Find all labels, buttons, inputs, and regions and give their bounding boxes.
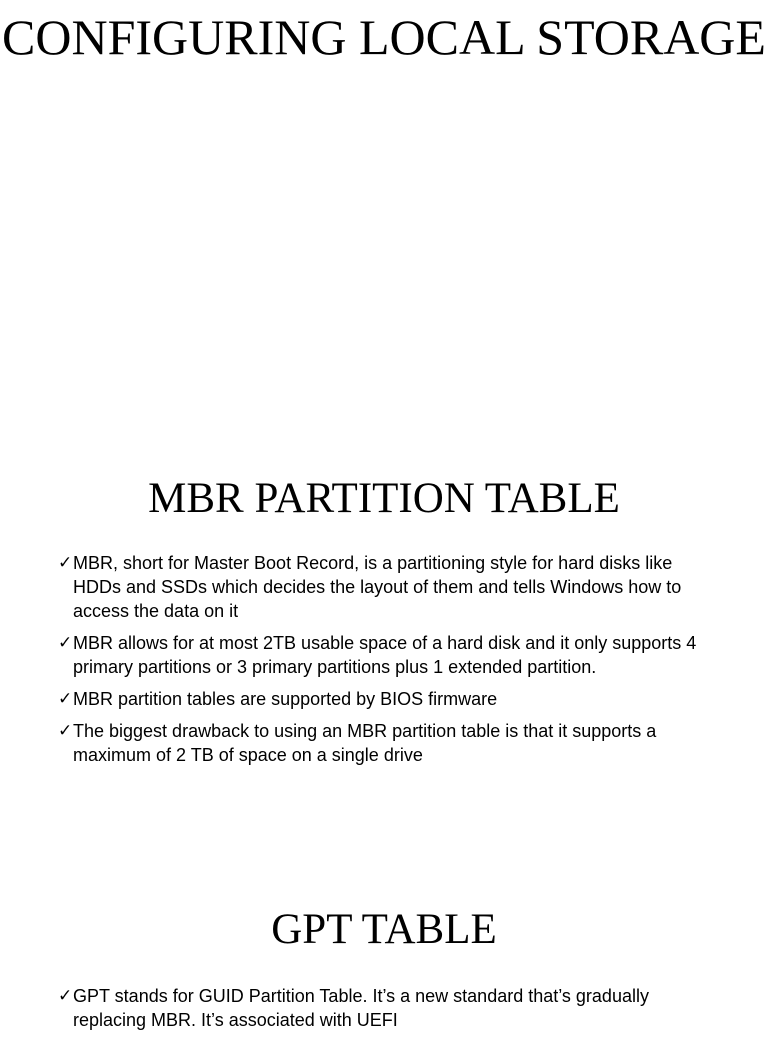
bullet-text: MBR allows for at most 2TB usable space of a hard disk and it only supports 4 primary partitions or 3 primary partitions plus 1 extended partition. (73, 633, 697, 677)
check-icon: ✓ (58, 689, 73, 708)
bullet-text: GPT stands for GUID Partition Table. It’s a new standard that’s gradually replacing MBR. It’s associated with UEFI (73, 986, 649, 1030)
mbr-bullet-item (58, 719, 718, 767)
gpt-bullet-list (58, 984, 718, 1040)
bullet-text: The biggest drawback to using an MBR partition table is that it supports a maximum of 2 TB of space on a single drive (73, 721, 657, 765)
check-icon: ✓ (58, 553, 73, 572)
slide-title-configuring-local-storage: CONFIGURING LOCAL STORAGE (2, 9, 766, 65)
check-icon: ✓ (58, 721, 73, 740)
check-icon: ✓ (58, 633, 73, 652)
mbr-bullet-item (58, 687, 718, 711)
check-icon: ✓ (58, 986, 73, 1005)
bullet-text: MBR partition tables are supported by BIOS firmware (73, 689, 498, 709)
gpt-bullet-item (58, 984, 718, 1032)
mbr-bullet-item (58, 631, 718, 679)
mbr-bullet-item (58, 551, 718, 623)
slide-title-gpt-table: GPT TABLE (271, 906, 497, 953)
mbr-bullet-list (58, 551, 718, 775)
slide-title-mbr-partition-table: MBR PARTITION TABLE (148, 475, 620, 522)
bullet-text: MBR, short for Master Boot Record, is a partitioning style for hard disks like HDDs and SSDs which decides the layout of them and tells Windows how to access the data on it (73, 553, 682, 621)
